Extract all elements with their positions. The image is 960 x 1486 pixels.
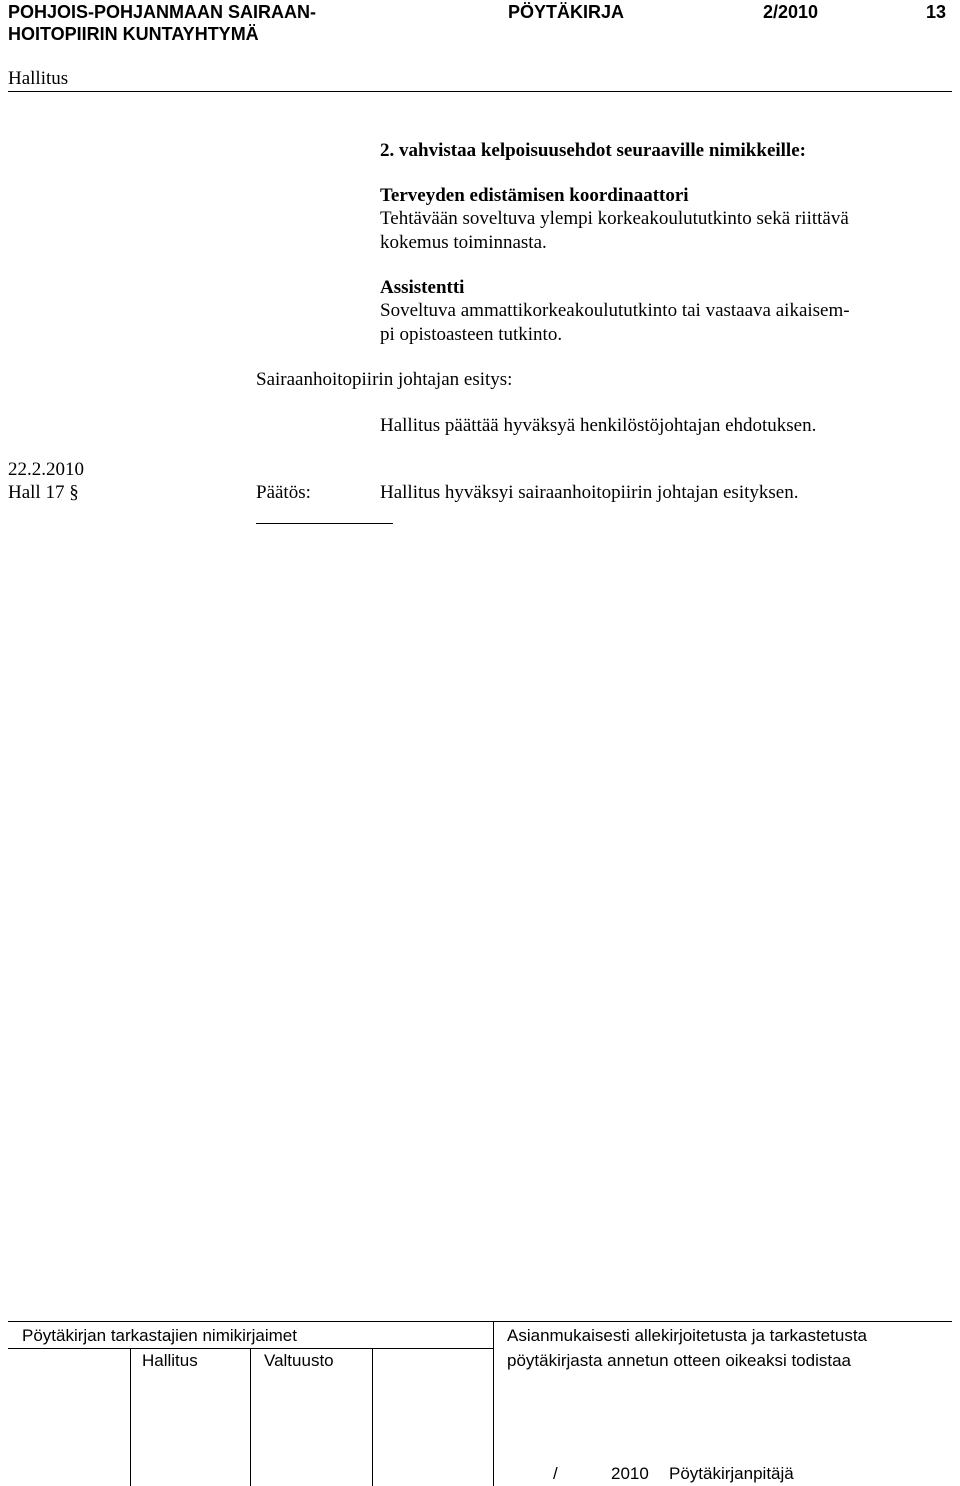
footer-year: 2010 — [611, 1464, 649, 1483]
doc-number: 2/2010 — [763, 2, 819, 22]
role1-line2: kokemus toiminnasta. — [380, 232, 547, 253]
role1-title: Terveyden edistämisen koordinaattori — [380, 185, 689, 206]
initials-title: Pöytäkirjan tarkastajien nimikirjaimet — [22, 1326, 297, 1345]
proposal-label: Sairaanhoitopiirin johtajan esitys: — [256, 369, 513, 390]
initials-col-valtuusto: Valtuusto — [264, 1351, 334, 1370]
footer-divider-3 — [372, 1348, 373, 1486]
page-number: 13 — [926, 2, 947, 22]
certify-line1: Asianmukaisesti allekirjoitetusta ja tarkastetusta — [507, 1326, 867, 1345]
meeting-date: 22.2.2010 — [8, 459, 84, 480]
footer-divider-4 — [493, 1321, 494, 1486]
org-name-line2: HOITOPIIRIN KUNTAYHTYMÄ — [8, 24, 259, 44]
role2-line1: Soveltuva ammattikorkeakoulututkinto tai vastaava aikaisem- — [380, 300, 850, 321]
minutes-keeper: Pöytäkirjanpitäjä — [669, 1464, 794, 1483]
role2-title: Assistentti — [380, 277, 465, 298]
role2-line2: pi opistoasteen tutkinto. — [380, 324, 563, 345]
date-slash: / — [553, 1464, 558, 1483]
org-name-line1: POHJOIS-POHJANMAAN SAIRAAN- — [8, 2, 317, 22]
header-divider — [8, 91, 952, 92]
doc-type: PÖYTÄKIRJA — [508, 2, 625, 22]
footer-divider-1 — [130, 1348, 131, 1486]
body-name: Hallitus — [8, 68, 69, 89]
footer-top-rule — [8, 1321, 952, 1322]
item-heading: 2. vahvistaa kelpoisuusehdot seuraaville nimikkeille: — [380, 140, 806, 161]
footer-divider-2 — [250, 1348, 251, 1486]
role1-line1: Tehtävään soveltuva ylempi korkeakoulututkinto sekä riittävä — [380, 208, 849, 229]
initials-col-hallitus: Hallitus — [142, 1351, 198, 1370]
end-rule — [256, 523, 393, 524]
certify-line2: pöytäkirjasta annetun otteen oikeaksi todistaa — [507, 1351, 852, 1370]
section-ref: Hall 17 § — [8, 482, 79, 503]
decision-label: Päätös: — [256, 482, 311, 503]
decision-text: Hallitus hyväksyi sairaanhoitopiirin johtajan esityksen. — [380, 482, 799, 503]
proposal-text: Hallitus päättää hyväksyä henkilöstöjohtajan ehdotuksen. — [380, 415, 817, 436]
